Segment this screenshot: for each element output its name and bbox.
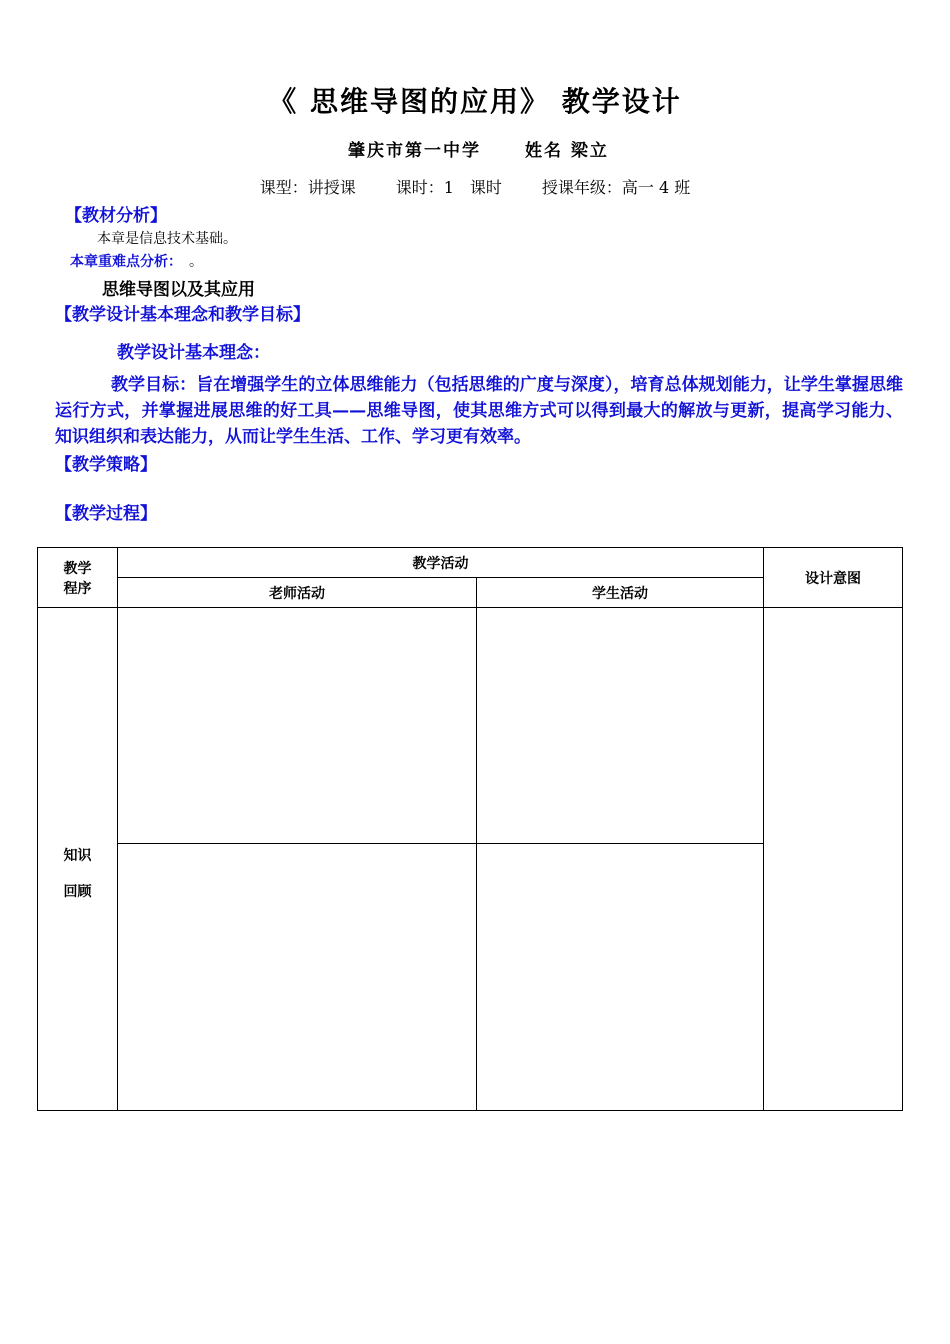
student-activity-cell: [477, 608, 764, 844]
teacher-activity-cell: [118, 608, 477, 844]
analysis-text: 本章是信息技术基础。: [97, 231, 237, 247]
concept-heading: 【教学设计基本理念和教学目标】: [55, 305, 310, 325]
strategy-heading: 【教学策略】: [55, 455, 157, 475]
procedure-header: 教学 程序: [38, 548, 118, 608]
student-activity-cell: [477, 844, 764, 1111]
lesson-hours: 课时：1 课时: [395, 178, 502, 197]
teaching-goal: 教学目标：旨在增强学生的立体思维能力（包括思维的广度与深度），培育总体规划能力，让学生掌握思维运行方式，并掌握进展思维的好工具——思维导图，使其思维方式可以得到最大的解放与更新，提高学习能力、知识组织和表达能力，从而让学生生活、工作、学习更有效率。: [55, 375, 903, 447]
lesson-type: 课型：讲授课: [259, 178, 356, 197]
intent-header: 设计意图: [764, 548, 903, 608]
row-label-review: 知识 回顾: [38, 608, 118, 1111]
difficulty-label: 本章重难点分析：: [70, 254, 175, 270]
lesson-grade: 授课年级：高一 4 班: [541, 178, 691, 197]
intent-cell: [764, 608, 903, 1111]
school-name: 肇庆市第一中学: [348, 141, 481, 161]
teaching-process-table: [37, 547, 903, 1111]
difficulty-dot: 。: [189, 254, 203, 270]
author-name: 梁立: [570, 141, 609, 161]
teacher-activity-cell: [118, 844, 477, 1111]
teacher-activity-header: 老师活动: [118, 578, 477, 608]
analysis-heading: 【教材分析】: [65, 206, 167, 226]
author-line: [348, 136, 609, 161]
concept-label: 教学设计基本理念：: [117, 343, 270, 363]
lesson-meta: [0, 175, 950, 198]
name-label: 姓名: [525, 141, 563, 161]
difficulty-text: 思维导图以及其应用: [102, 280, 255, 300]
student-activity-header: 学生活动: [477, 578, 764, 608]
difficulty-line: [70, 251, 203, 271]
document-title: 《 思维导图的应用》 教学设计: [268, 85, 682, 118]
activity-header: 教学活动: [118, 548, 764, 578]
process-heading: 【教学过程】: [55, 504, 157, 524]
